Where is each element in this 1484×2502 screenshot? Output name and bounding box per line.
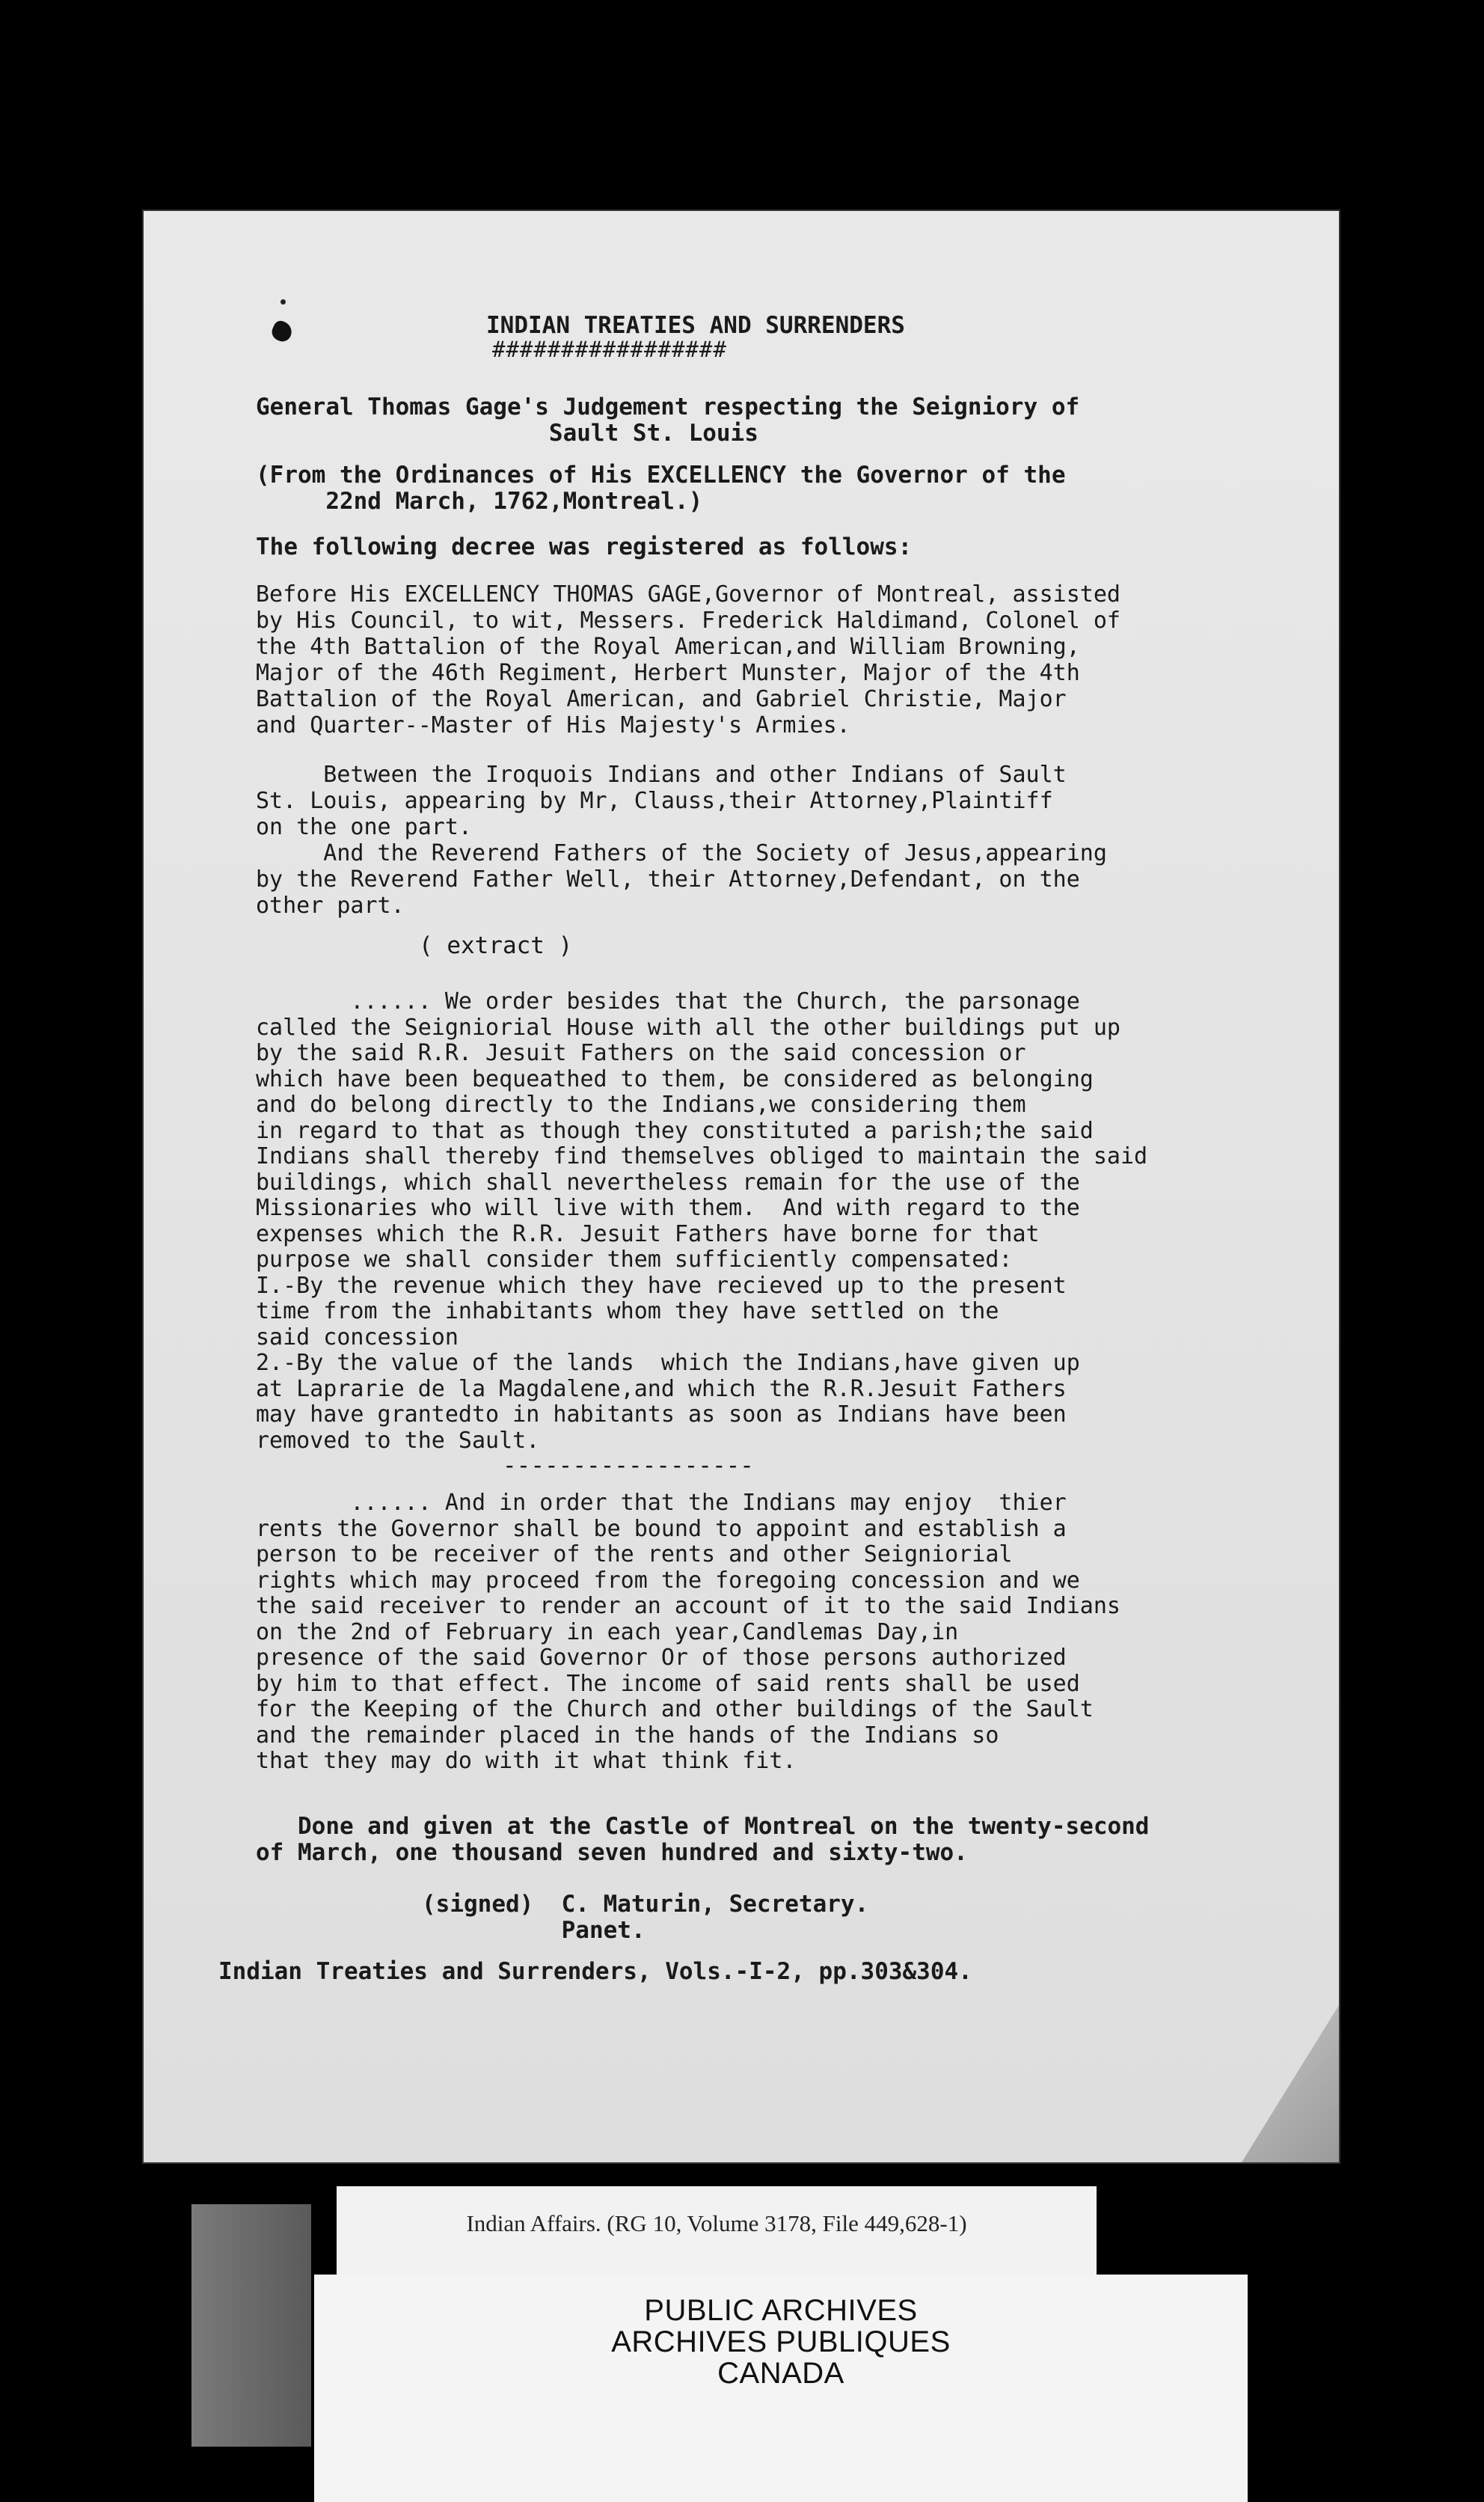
parties-line: by the Reverend Father Well, their Attorney,Defendant, on the — [256, 866, 1080, 893]
paragraph-line: buildings, which shall nevertheless remain for the use of the — [256, 1169, 1080, 1196]
paragraph-line: by him to that effect. The income of said rents shall be used — [256, 1670, 1080, 1697]
document-page — [144, 211, 1339, 2162]
parties-line: on the one part. — [256, 814, 472, 840]
paragraph-church-buildings — [256, 989, 1147, 1454]
paragraph-line: and the remainder placed in the hands of the Indians so — [256, 1722, 999, 1749]
paragraph-line: may have grantedto in habitants as soon as Indians have been — [256, 1401, 1067, 1428]
archives-line-1: PUBLIC ARCHIVES — [644, 2294, 918, 2327]
paragraph-line: Missionaries who will live with them. And with regard to the — [256, 1195, 1080, 1221]
done-line: of March, one thousand seven hundred and sixty-two. — [256, 1839, 968, 1866]
intro-line: The following decree was registered as follows: — [256, 533, 913, 560]
signature-line: Panet. — [422, 1917, 646, 1944]
paragraph-line: and do belong directly to the Indians,we considering them — [256, 1092, 1026, 1118]
paragraph-line: for the Keeping of the Church and other buildings of the Sault — [256, 1696, 1094, 1722]
ink-dot — [280, 299, 286, 305]
parties-paragraph — [256, 762, 1107, 919]
subject-line: General Thomas Gage's Judgement respecting the Seigniory of — [256, 394, 1080, 420]
paragraph-line: called the Seigniorial House with all the other buildings put up — [256, 1014, 1120, 1041]
paragraph-line: time from the inhabitants whom they have settled on the — [256, 1298, 999, 1324]
reference-text: Indian Affairs. (RG 10, Volume 3178, File 449,628-1) — [466, 2210, 967, 2236]
parties-line: And the Reverend Fathers of the Society of Jesus,appearing — [256, 840, 1107, 866]
paragraph-line: Indians shall thereby find themselves obliged to maintain the said — [256, 1143, 1148, 1169]
paragraph-line: which have been bequeathed to them, be considered as belonging — [256, 1065, 1094, 1092]
parties-line: St. Louis, appearing by Mr, Clauss,their Attorney,Plaintiff — [256, 788, 1053, 814]
document-title: INDIAN TREATIES AND SURRENDERS — [486, 312, 905, 339]
citation: Indian Treaties and Surrenders, Vols.-I-2, pp.303&304. — [218, 1958, 972, 1985]
paragraph-line: I.-By the revenue which they have recieved up to the present — [256, 1272, 1067, 1299]
parties-line: other part. — [256, 893, 405, 919]
court-line: Before His EXCELLENCY THOMAS GAGE,Governor of Montreal, assisted — [256, 581, 1120, 608]
paragraph-line: in regard to that as though they constituted a parish;the said — [256, 1117, 1094, 1144]
signature-line: (signed) C. Maturin, Secretary. — [422, 1891, 869, 1918]
paragraph-line: expenses which the R.R. Jesuit Fathers have borne for that — [256, 1220, 1040, 1247]
ink-blot-icon — [269, 319, 295, 345]
paragraph-line: the said receiver to render an account of it to the said Indians — [256, 1593, 1120, 1619]
source-note — [256, 462, 1066, 515]
court-line: and Quarter--Master of His Majesty's Armies. — [256, 712, 850, 738]
court-line: by His Council, to wit, Messers. Frederick Haldimand, Colonel of — [256, 608, 1120, 634]
paragraph-line: at Laprarie de la Magdalene,and which the R.R.Jesuit Fathers — [256, 1375, 1067, 1402]
court-paragraph — [256, 581, 1120, 738]
paragraph-line: rents the Governor shall be bound to appoint and establish a — [256, 1515, 1067, 1542]
paragraph-line: rights which may proceed from the foregoing concession and we — [256, 1567, 1080, 1594]
parties-line: Between the Iroquois Indians and other Indians of Sault — [256, 762, 1067, 788]
source-line: (From the Ordinances of His EXCELLENCY the Governor of the — [256, 462, 1066, 489]
paragraph-line: by the said R.R. Jesuit Fathers on the said concession or — [256, 1040, 1026, 1066]
subject-line: Sault St. Louis — [256, 420, 758, 447]
archive-strip-edge — [191, 2204, 311, 2447]
paragraph-line: ...... We order besides that the Church, the parsonage — [256, 988, 1080, 1015]
court-line: Major of the 46th Regiment, Herbert Munster, Major of the 4th — [256, 660, 1080, 686]
paragraph-line: purpose we shall consider them sufficiently compensated: — [256, 1247, 1013, 1273]
paragraph-line: person to be receiver of the rents and other Seigniorial — [256, 1541, 1013, 1567]
signature-block — [422, 1891, 868, 1944]
paragraph-line: removed to the Sault. — [256, 1427, 540, 1454]
paragraph-line: said concession — [256, 1324, 459, 1351]
paragraph-line: 2.-By the value of the lands which the Indians,have given up — [256, 1350, 1080, 1376]
court-line: the 4th Battalion of the Royal American,and William Browning, — [256, 634, 1080, 660]
paragraph-rents — [256, 1490, 1120, 1775]
paragraph-line: on the 2nd of February in each year,Candlemas Day,in — [256, 1618, 959, 1645]
subject-heading — [256, 394, 1079, 447]
folded-corner — [1242, 2005, 1339, 2162]
archives-line-2: ARCHIVES PUBLIQUES — [611, 2325, 951, 2358]
title-underline: ################# — [492, 337, 727, 362]
done-statement — [256, 1814, 1149, 1866]
source-line: 22nd March, 1762,Montreal.) — [256, 488, 703, 515]
section-divider: ------------------ — [503, 1452, 754, 1479]
paragraph-line: ...... And in order that the Indians may enjoy thier — [256, 1490, 1067, 1516]
paragraph-line: that they may do with it what think fit. — [256, 1748, 797, 1774]
done-line: Done and given at the Castle of Montreal on the twenty-second — [256, 1813, 1150, 1840]
extract-label: ( extract ) — [419, 932, 573, 959]
archives-line-3: CANADA — [717, 2357, 844, 2390]
paragraph-line: presence of the said Governor Or of those persons authorized — [256, 1645, 1067, 1671]
court-line: Battalion of the Royal American, and Gabriel Christie, Major — [256, 686, 1067, 712]
